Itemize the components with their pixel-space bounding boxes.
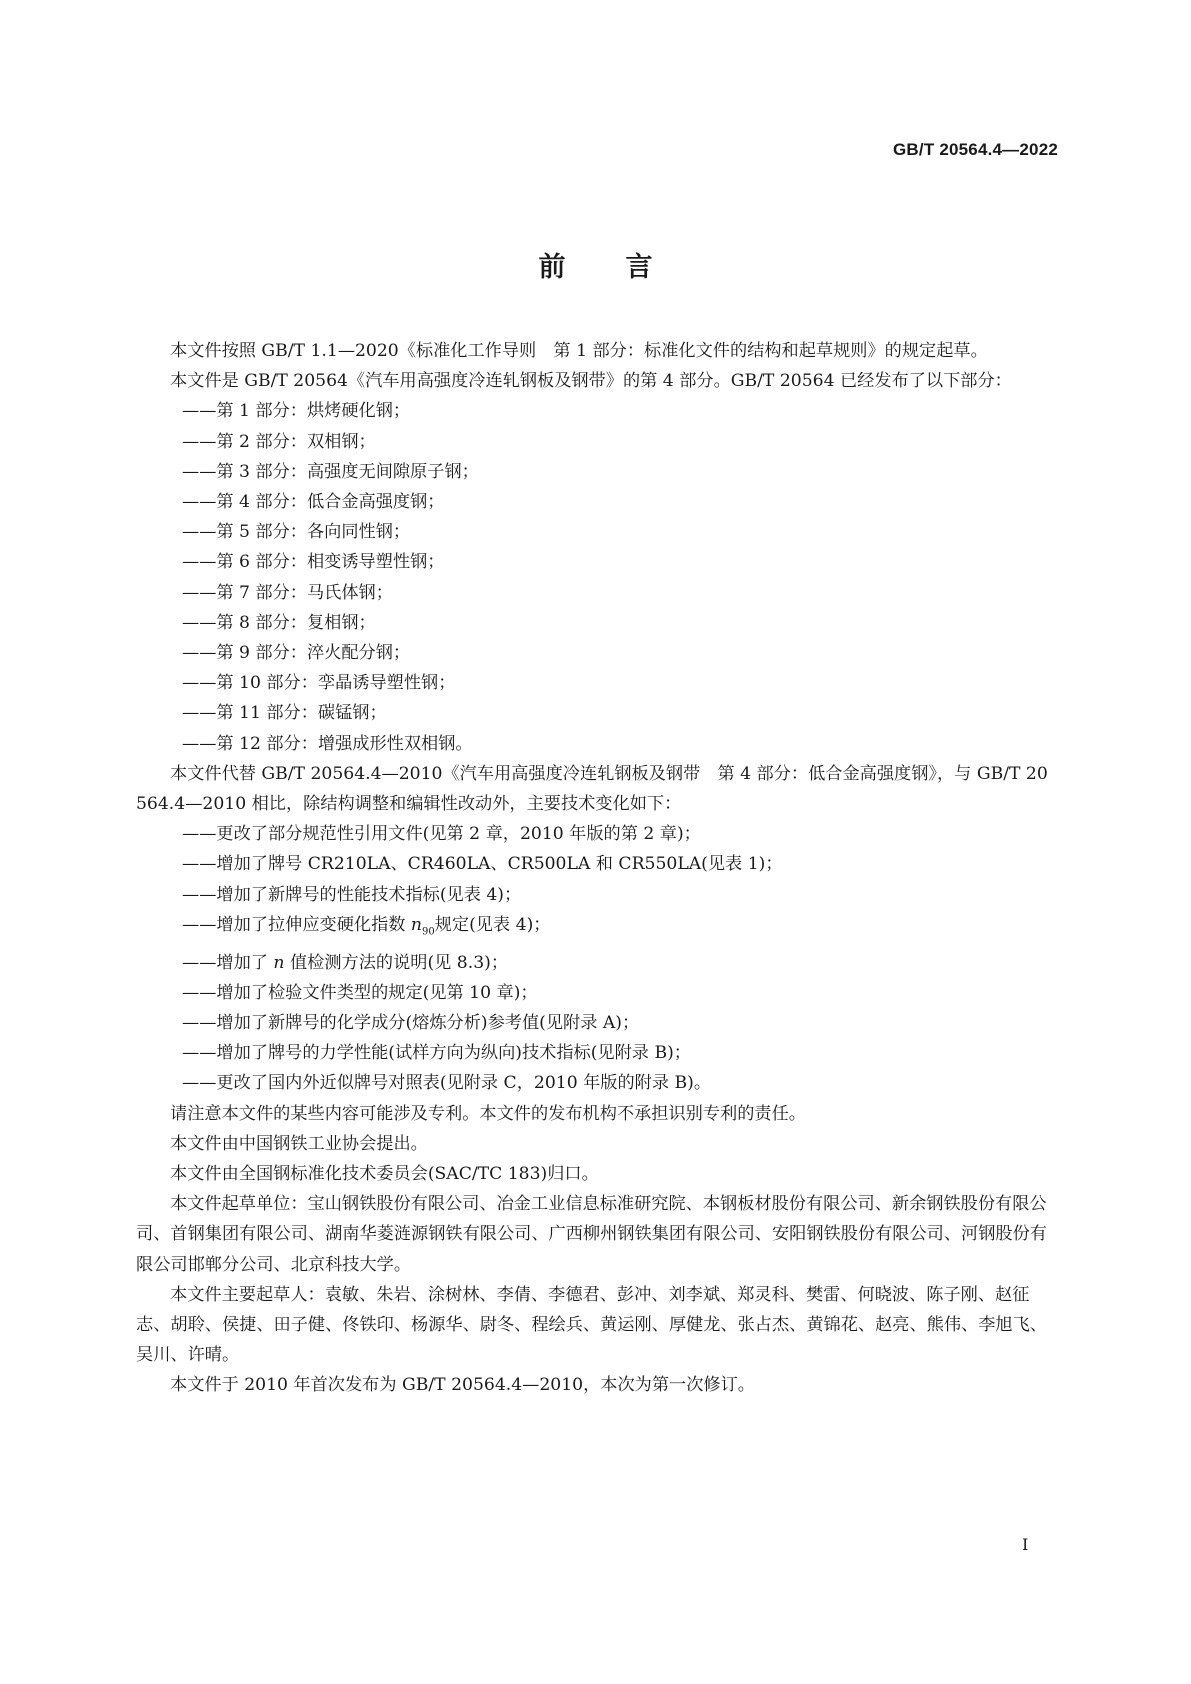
list-item: ——第 8 部分：复相钢； <box>182 612 376 633</box>
paragraph-proposer: 本文件由中国钢铁工业协会提出。 <box>170 1133 428 1154</box>
math-variable: n <box>410 914 422 935</box>
parts-list <box>136 396 1056 758</box>
list-item-text: 值检测方法的说明(见 8.3)； <box>284 952 509 973</box>
list-item: ——增加了检验文件类型的规定(见第 10 章)； <box>182 982 538 1003</box>
paragraph-drafters: 本文件主要起草人：袁敏、朱岩、涂树林、李倩、李德君、彭冲、刘李斌、郑灵科、樊雷、何晓波、陈子刚、赵征志、胡聆、侯捷、田子健、佟铁印、杨源华、尉冬、程绘兵、黄运刚、厚健龙、张占杰、黄锦花、赵亮、熊伟、李旭飞、吴川、许晴。 <box>136 1284 1047 1366</box>
changes-list <box>136 819 1056 1098</box>
list-item: ——第 4 部分：低合金高强度钢； <box>182 492 445 513</box>
paragraph-drafting-rules: 本文件按照 GB/T 1.1—2020《标准化工作导则 第 1 部分：标准化文件的结构和起草规则》的规定起草。 <box>170 341 988 361</box>
list-item: ——增加了牌号的力学性能(试样方向为纵向)技术指标(见附录 B)； <box>182 1043 691 1064</box>
paragraph-history: 本文件于 2010 年首次发布为 GB/T 20564.4—2010，本次为第一次修订。 <box>170 1375 755 1396</box>
list-item <box>136 948 1056 978</box>
list-item-text: 规定(见表 4)； <box>434 914 551 935</box>
standard-code: GB/T 20564.4—2022 <box>893 140 1058 159</box>
list-item: ——第 2 部分：双相钢； <box>182 431 376 452</box>
foreword-body <box>136 336 1056 1401</box>
list-item-text: ——增加了 <box>182 952 274 973</box>
page-title: 前言 <box>538 252 713 283</box>
list-item: ——第 9 部分：淬火配分钢； <box>182 643 411 664</box>
list-item: ——第 10 部分：孪晶诱导塑性钢； <box>182 673 456 694</box>
list-item: ——增加了新牌号的化学成分(熔炼分析)参考值(见附录 A)； <box>182 1012 640 1033</box>
list-item: ——第 1 部分：烘烤硬化钢； <box>182 401 411 422</box>
paragraph-committee: 本文件由全国钢标准化技术委员会(SAC/TC 183)归口。 <box>170 1163 599 1184</box>
list-item: ——第 5 部分：各向同性钢； <box>182 522 411 543</box>
list-item: ——第 7 部分：马氏体钢； <box>182 582 393 603</box>
list-item: ——第 12 部分：增强成形性双相钢。 <box>182 733 473 754</box>
page-number: I <box>1022 1535 1029 1554</box>
paragraph-drafting-units: 本文件起草单位：宝山钢铁股份有限公司、冶金工业信息标准研究院、本钢板材股份有限公司、新余钢铁股份有限公司、首钢集团有限公司、湖南华菱涟源钢铁有限公司、广西柳州钢铁集团有限公司、安阳钢铁股份有限公司、河钢股份有限公司邯郸分公司、北京科技大学。 <box>136 1194 1047 1275</box>
list-item-text: ——增加了拉伸应变硬化指数 <box>182 914 411 935</box>
paragraph-series-intro: 本文件是 GB/T 20564《汽车用高强度冷连轧钢板及钢带》的第 4 部分。GB/T 20564 已经发布了以下部分： <box>170 371 1012 392</box>
list-item: ——第 6 部分：相变诱导塑性钢； <box>182 552 445 573</box>
list-item: ——增加了牌号 CR210LA、CR460LA、CR500LA 和 CR550LA(见表 1)； <box>182 854 783 875</box>
list-item: ——更改了国内外近似牌号对照表(见附录 C，2010 年版的附录 B)。 <box>182 1073 712 1094</box>
list-item: ——增加了新牌号的性能技术指标(见表 4)； <box>182 884 522 905</box>
list-item: ——第 11 部分：碳锰钢； <box>182 703 387 724</box>
list-item: ——更改了部分规范性引用文件(见第 2 章，2010 年版的第 2 章)； <box>182 824 701 845</box>
paragraph-replacement: 本文件代替 GB/T 20564.4—2010《汽车用高强度冷连轧钢板及钢带 第 4 部分：低合金高强度钢》，与 GB/T 20564.4—2010 相比，除结构调整和编辑性改动外，主要技术变化如下： <box>136 763 1048 815</box>
math-subscript: 90 <box>421 926 435 938</box>
list-item <box>136 910 1056 948</box>
paragraph-patent-notice: 请注意本文件的某些内容可能涉及专利。本文件的发布机构不承担识别专利的责任。 <box>170 1103 806 1124</box>
list-item: ——第 3 部分：高强度无间隙原子钢； <box>182 461 479 482</box>
math-variable: n <box>273 952 285 973</box>
